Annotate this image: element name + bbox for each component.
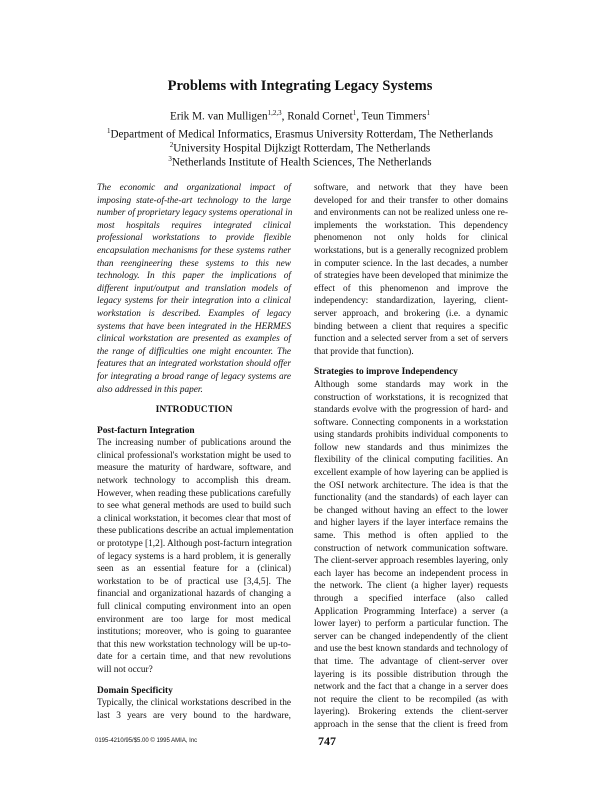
text-line: The increasing number of publications around the [97,438,291,449]
subsection-heading: Domain Specificity [97,685,173,696]
text-line: the range of difficulties one might encounter. The [97,346,291,357]
text-line: binding between a client that requires a specific [314,321,508,332]
text-line: server can be changed independently of the client [314,631,508,642]
author-name: Ronald Cornet [287,110,353,123]
text-line: of strategies have been developed that minimize the [314,271,508,282]
text-line: encapsulation mechanisms for these systems rather [97,245,291,256]
text-line: same. This method is often applied to the [314,531,508,542]
left-column [97,182,294,722]
text-line: functionality (and the standards) of each layer can [314,493,508,504]
text-line: Application Programming Interface) a server (a [314,606,508,617]
text-line: most hospitals requires integrated clinical [97,220,291,231]
text-line: that this new workstation technology will be up-to- [97,639,291,650]
text-line: effect of this phenomenon and improve the [314,283,508,294]
text-line: workstations, but is a generally recognized problem [314,245,508,256]
paragraph [97,697,291,722]
text-line: lower layer) to perform a particular function. The [314,619,508,630]
text-line: using standards prohibits individual components to [314,430,508,441]
text-line: features that an integrated workstation should offer [97,359,291,370]
author-affiliation-mark: 1 [426,109,430,117]
subsection-heading: Strategies to improve Independency [314,367,458,378]
paragraph [97,437,294,676]
text-line: However, when reading these publications carefully [97,488,291,499]
text-line: server approach, and brokering (i.e. a dynamic [314,308,508,319]
right-column [314,182,508,732]
affiliation-mark: 1 [106,127,111,135]
text-line: network technology to accomplish this dream. [97,476,291,487]
text-line: these publications describe an actual implementation [97,526,294,537]
text-line: in computer science. In the last decades, a number [314,258,508,269]
text-line: approach in the sense that the client is freed from [314,719,508,730]
paragraph [314,379,508,732]
text-line: through a specified interface (also called [314,594,508,604]
text-line: construction of network communication software. [314,543,508,554]
text-line: follow new standards and thus minimizes the [314,442,508,453]
text-line: phenomenon not only holds for clinical [314,233,508,244]
author-name: Teun Timmers [361,110,427,123]
text-line: the OSI network architecture. The idea is that the [314,480,508,491]
affiliation-text: Netherlands Institute of Health Sciences, The Netherlands [171,156,432,169]
text-line: also addressed in this paper. [97,384,203,395]
text-line: not require the client to be recompiled (as with [314,694,508,705]
text-line: workstation is described. Examples of legacy [97,308,291,319]
text-line: software. Connecting components in a workstation [314,417,508,428]
text-line: network and the fact that a change in a server does [314,682,508,693]
text-line: financial and organizational hazards of changing a [97,589,291,600]
text-line: layering). Brokering extends the client-server [314,707,508,718]
text-line: will not occur? [97,664,153,675]
text-line: to see what general methods are used to build such [97,501,291,512]
text-line: and environments can not be realized unless one re- [314,208,508,219]
text-line: that provide that function). [314,346,414,357]
text-line: of legacy systems is a hard problem, it is generally [97,551,291,562]
text-line: each layer has become an independent process in [314,568,508,579]
text-line: function and a selected server from a set of servers [314,334,508,345]
text-line: institutions; moreover, who is going to guarantee [97,627,291,638]
paper-title: Problems with Integrating Legacy Systems [167,78,433,94]
text-line: clinical professional's workstation might be used to [97,450,291,461]
paragraph [314,182,508,358]
page-number: 747 [318,734,336,748]
affiliation-text: University Hospital Dijkzigt Rotterdam, The Netherlands [173,142,431,155]
text-line: standards evolve with the progression of hard- and [314,405,508,416]
text-line: software, and network that they have been [314,183,508,193]
text-line: than reengineering these systems to this new [97,258,291,269]
text-line: The economic and organizational impact of [97,183,291,193]
text-line: imposing state-of-the-art technology to the large [97,195,291,206]
affiliation-mark: 3 [168,155,172,163]
author-list: Erik M. van Mulligen$^{1,2,3}$, Ronald Cornet$^1$, Teun Timmers$^1$ [170,109,430,123]
text-line: excellent example of how layering can be applied is [314,468,508,479]
text-line: workstation to be of practical use [3,4,5]. The [97,576,291,587]
affiliation-mark: 2 [169,141,174,149]
text-line: measure the maturity of hardware, software, and [97,463,291,474]
text-line: developed for and their transfer to other domains [314,195,508,206]
text-line: and higher layers if the layer interface remains the [314,518,508,529]
text-line: layering is its possible distribution through the [314,669,508,680]
text-line: flexibility of the clinical computing facilities. An [314,455,508,466]
text-line: number of proprietary legacy systems operational in [97,208,293,219]
text-line: independency: standardization, layering, client- [314,296,508,307]
text-line: technology. In this paper the implications of [97,271,291,282]
text-line: a clinical workstation, it becomes clear that most of [97,513,291,524]
text-line: Typically, the clinical workstations described in the [97,698,291,709]
text-line: and use the best known standards and technology of [314,644,508,655]
text-line: environment are too large for most medical [97,614,291,625]
text-line: that time. The advantage of client-server over [314,656,508,667]
text-line: last 3 years are very bound to the hardware, [97,710,291,721]
text-line: be changed without having an effect to the lower [314,505,508,516]
text-line: date for a certain time, and that new revolutions [97,652,291,663]
text-line: professional workstations to provide flexible [97,233,291,244]
abstract [97,182,291,396]
text-line: Although some standards may work in the [314,379,508,390]
text-line: systems that have been integrated in the HERMES [97,321,291,332]
subsection-heading: Post-facturn Integration [97,425,195,436]
text-line: or prototype [1,2]. Although post-facturn integration [97,539,292,550]
section-heading: INTRODUCTION [155,404,233,416]
copyright-notice: 0195-4210/95/$5.00 © 1995 AMIA, Inc [95,738,198,744]
text-line: The client-server approach resembles layering, only [314,556,508,567]
text-line: construction of workstations, it is recognized that [314,392,508,403]
text-line: for integrating a broad range of legacy systems are [97,371,291,382]
affiliation-text: Department of Medical Informatics, Erasmus University Rotterdam, The Netherlands [110,128,494,141]
author-affiliation-mark: 1 [352,109,357,117]
text-line: legacy systems for their integration into a clinical [97,296,291,307]
author-affiliation-mark: 1,2,3 [267,109,282,117]
affiliation [0,152,600,170]
text-line: different input/output and translation models of [97,283,291,294]
author-name: Erik M. van Mulligen [170,110,268,123]
text-line: full clinical computing environment into an open [97,602,291,612]
text-line: implements the workstation. This dependency [314,220,508,231]
text-line: the network. The client (a higher layer) requests [314,581,508,592]
text-line: seen as an essential feature for a (clinical) [97,564,291,575]
text-line: clinical workstation are presented as examples of [97,334,291,345]
